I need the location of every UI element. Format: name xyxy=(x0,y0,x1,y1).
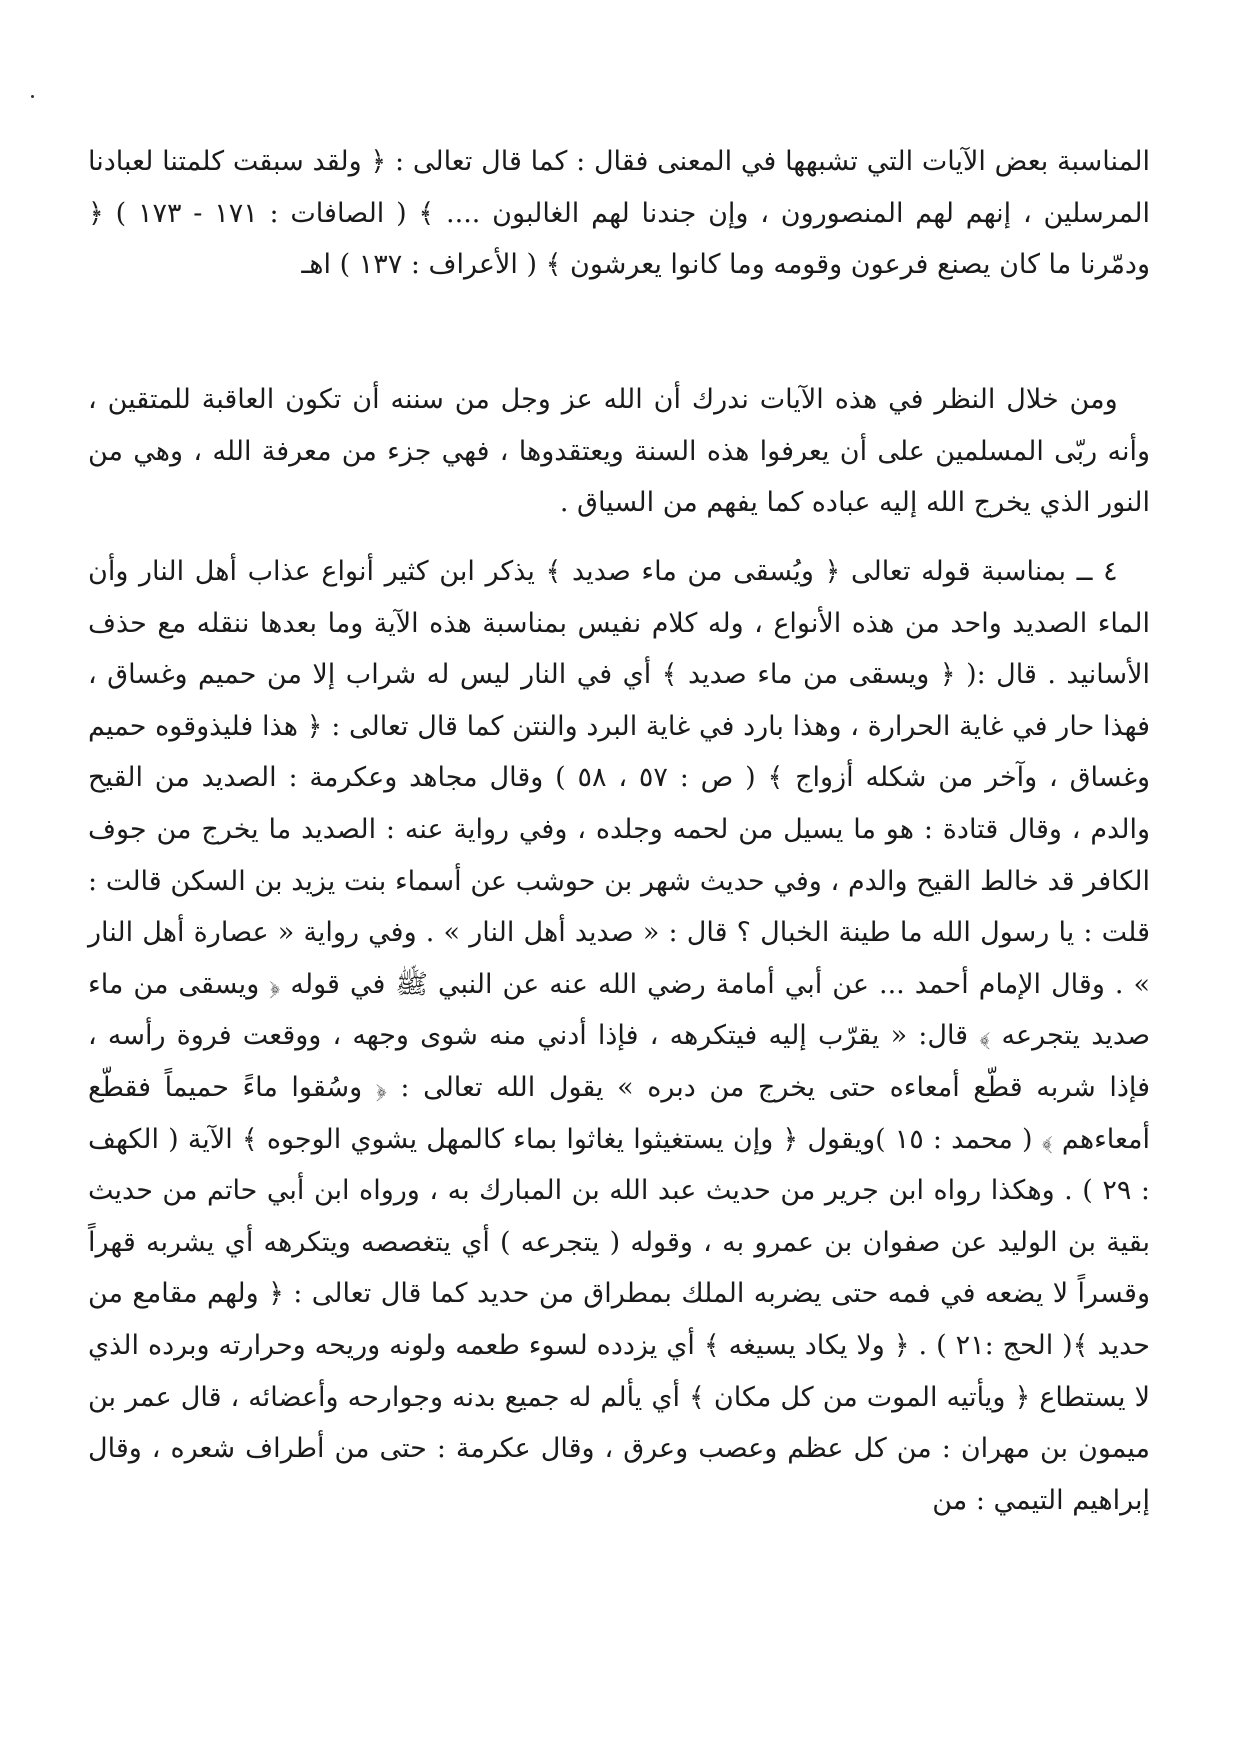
paragraph-text: ومن خلال النظر في هذه الآيات ندرك أن الله عز وجل من سننه أن تكون العاقبة للمتقين ، وأنه ربّى المسلمين على أن يعرفوا هذه السنة ويعتقدوها ، فهي جزء من معرفة الله ، وهي من النور الذي يخرج الله إليه عباده كما يفهم من السياق . xyxy=(88,384,1150,519)
paragraph-reflection xyxy=(88,374,1150,529)
paragraph-text: المناسبة بعض الآيات التي تشبهها في المعنى فقال : كما قال تعالى : ﴿ ولقد سبقت كلمتنا لعبادنا المرسلين ، إنهم لهم المنصورون ، وإن جندنا لهم الغالبون .... ﴾ ( الصافات : ١٧١ - ١٧٣ ) ﴿ ودمّرنا ما كان يصنع فرعون وقومه وما كانوا يعرشون ﴾ ( الأعراف : ١٣٧ ) اهـ xyxy=(88,146,1150,281)
paragraph-point-4 xyxy=(88,546,1150,1526)
paragraph-text: ٤ ــ بمناسبة قوله تعالى ﴿ ويُسقى من ماء صديد ﴾ يذكر ابن كثير أنواع عذاب أهل النار وأن الماء الصديد واحد من هذه الأنواع ، وله كلام نفيس بمناسبة هذه الآية وما بعدها ننقله مع حذف الأسانيد . قال :( ﴿ ويسقى من ماء صديد ﴾ أي في النار ليس له شراب إلا من حميم وغساق ، فهذا حار في غاية الحرارة ، وهذا بارد في غاية البرد والنتن كما قال تعالى : ﴿ هذا فليذوقوه حميم وغساق ، وآخر من شكله أزواج ﴾ ( ص : ٥٧ ، ٥٨ ) وقال مجاهد وعكرمة : الصديد من القيح والدم ، وقال قتادة : هو ما يسيل من لحمه وجلده ، وفي رواية عنه : الصديد ما يخرج من جوف الكافر قد خالط القيح والدم ، وفي حديث شهر بن حوشب عن أسماء بنت يزيد بن السكن قالت : قلت : يا رسول الله ما طينة الخبال ؟ قال : « صديد أهل النار » . وفي رواية « عصارة أهل النار » . وقال الإمام أحمد ... عن أبي أمامة رضي الله عنه عن النبي ﷺ في قوله ﴿ ويسقى من ماء صديد يتجرعه ﴾ قال: « يقرّب إليه فيتكرهه ، فإذا أدني منه شوى وجهه ، ووقعت فروة رأسه ، فإذا شربه قطّع أمعاءه حتى يخرج من دبره » يقول الله تعالى : ﴿ وسُقوا ماءً حميماً فقطّع أمعاءهم ﴾ ( محمد : ١٥ )ويقول ﴿ وإن يستغيثوا يغاثوا بماء كالمهل يشوي الوجوه ﴾ الآية ( الكهف : ٢٩ ) . وهكذا رواه ابن جرير من حديث عبد الله بن المبارك به ، ورواه ابن أبي حاتم من حديث بقية بن الوليد عن صفوان بن عمرو به ، وقوله ( يتجرعه ) أي يتغصصه ويتكرهه أي يشربه قهراً وقسراً لا يضعه في فمه حتى يضربه الملك بمطراق من حديد كما قال تعالى : ﴿ ولهم مقامع من حديد ﴾( الحج :٢١ ) . ﴿ ولا يكاد يسيغه ﴾ أي يزدده لسوء طعمه ولونه وريحه وحرارته وبرده الذي لا يستطاع ﴿ ويأتيه الموت من كل مكان ﴾ أي يألم له جميع بدنه وجوارحه وأعضائه ، قال عمر بن ميمون بن مهران : من كل عظم وعصب وعرق ، وقال عكرمة : حتى من أطراف شعره ، وقال إبراهيم التيمي : من xyxy=(88,556,1150,1516)
scan-speck xyxy=(31,95,34,98)
paragraph-quran-citation xyxy=(88,136,1150,291)
